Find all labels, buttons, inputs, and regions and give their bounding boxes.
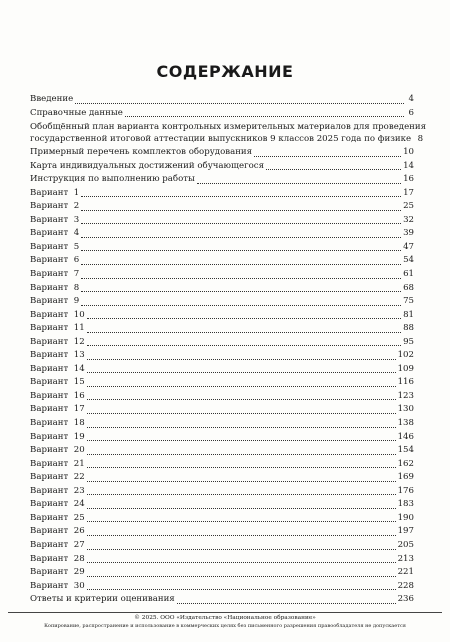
toc-entry: [30, 200, 414, 214]
toc-entry: [30, 241, 414, 255]
toc-entry-label: Вариант 15: [30, 377, 85, 388]
dot-leader: [87, 467, 396, 468]
toc-entry-label: Вариант 1: [30, 187, 80, 198]
toc-entry-page: 154: [397, 445, 414, 456]
dot-leader: [87, 454, 396, 455]
toc-entry: [30, 322, 414, 336]
toc-entry-page: 16: [403, 174, 414, 185]
toc-entry-label: Вариант 2: [30, 201, 80, 212]
toc-entry-page: 75: [403, 296, 414, 307]
table-of-contents: [30, 93, 427, 607]
toc-entry: [30, 403, 414, 417]
dot-leader: [81, 305, 401, 306]
dot-leader: [266, 169, 401, 170]
dot-leader: [87, 440, 396, 441]
dot-leader: [87, 521, 396, 522]
toc-entry-page: 213: [397, 553, 414, 564]
toc-entry-label: Вариант 12: [30, 336, 85, 347]
toc-entry-page: 116: [397, 377, 414, 388]
dot-leader: [125, 116, 404, 117]
toc-entry-label: Примерный перечень комплектов оборудования: [30, 147, 253, 158]
toc-entry-page: 4: [408, 94, 414, 104]
dot-leader: [87, 589, 396, 590]
toc-entry-page: 228: [397, 580, 414, 591]
toc-entry: [30, 566, 414, 580]
toc-entry-label: Вариант 9: [30, 296, 80, 307]
toc-entry: [30, 376, 414, 390]
toc-entry: [30, 309, 414, 323]
dot-leader: [87, 386, 396, 387]
toc-entry-label: Вариант 20: [30, 445, 85, 456]
toc-entry-label: Вариант 27: [30, 539, 85, 550]
toc-entry: [30, 363, 414, 377]
toc-entry-page: 123: [397, 390, 414, 401]
toc-entry-label: Вариант 23: [30, 485, 85, 496]
toc-entry-page: 32: [403, 214, 414, 225]
toc-entry: [30, 539, 414, 553]
dot-leader: [197, 183, 401, 184]
toc-entry-page: 25: [403, 201, 414, 212]
toc-entry-page: 102: [397, 350, 414, 361]
toc-entry-label: Вариант 11: [30, 323, 85, 334]
toc-entry-label: Вариант 18: [30, 418, 85, 429]
toc-entry-page: 47: [403, 241, 414, 252]
toc-entry: [30, 485, 414, 499]
toc-entry-page: 61: [403, 269, 414, 280]
toc-entry-page: 169: [397, 472, 414, 483]
toc-entry: [30, 471, 414, 485]
dot-leader: [87, 549, 396, 550]
toc-entry: [30, 146, 414, 160]
toc-entry: [30, 498, 414, 512]
toc-entry-page: 14: [403, 160, 414, 171]
dot-leader: [87, 508, 396, 509]
toc-entry: [30, 553, 414, 567]
toc-entry: [30, 349, 414, 363]
dot-leader: [81, 291, 401, 292]
toc-entry-page: 10: [403, 147, 414, 158]
toc-entry: [30, 390, 414, 404]
toc-entry-label-line2: государственной итоговой аттестации выпускников 9 классов 2025 года по физике: [30, 134, 412, 145]
toc-entry: [30, 93, 414, 107]
toc-entry-page: 138: [397, 418, 414, 429]
toc-entry: [30, 336, 414, 350]
dot-leader: [87, 494, 396, 495]
toc-entry-label: Вариант 7: [30, 269, 80, 280]
toc-entry: [30, 173, 414, 187]
toc-entry: [30, 458, 414, 472]
toc-entry: [30, 295, 414, 309]
dot-leader: [81, 210, 401, 211]
toc-entry-page: 176: [397, 485, 414, 496]
toc-entry-label: Вариант 8: [30, 282, 80, 293]
toc-entry-label: Вариант 24: [30, 499, 85, 510]
toc-entry-label: Вариант 30: [30, 580, 85, 591]
toc-entry-label: Вариант 14: [30, 363, 85, 374]
toc-entry-label: Вариант 16: [30, 390, 85, 401]
toc-entry-page: 95: [403, 336, 414, 347]
footer-divider: [8, 612, 442, 613]
toc-entry-page: 17: [403, 187, 414, 198]
toc-entry: [30, 580, 414, 594]
dot-leader: [75, 103, 404, 104]
dot-leader: [177, 603, 396, 604]
toc-entry-page: 130: [397, 404, 414, 415]
dot-leader: [87, 399, 396, 400]
toc-entry-page: 39: [403, 228, 414, 239]
toc-entry-label: Введение: [30, 94, 74, 104]
toc-entry-page: 197: [397, 526, 414, 537]
toc-entry-label-line1: Обобщённый план варианта контрольных измерительных материалов для проведения: [30, 122, 427, 133]
dot-leader: [87, 562, 396, 563]
toc-entry: [30, 593, 414, 607]
toc-entry-label: Вариант 28: [30, 553, 85, 564]
dot-leader: [87, 332, 401, 333]
toc-entry-label: Карта индивидуальных достижений обучающегося: [30, 160, 265, 171]
toc-entry-page: 236: [397, 594, 414, 605]
toc-entry-page: 205: [397, 539, 414, 550]
toc-entry: [30, 444, 414, 458]
toc-entry-label: Инструкция по выполнению работы: [30, 174, 195, 185]
toc-entry-page: 88: [403, 323, 414, 334]
toc-entry: [30, 214, 414, 228]
toc-entry: [30, 160, 414, 174]
toc-entry-page: 109: [397, 363, 414, 374]
dot-leader: [87, 318, 401, 319]
toc-entry-page: 162: [397, 458, 414, 469]
toc-entry: [30, 512, 414, 526]
toc-entry: [30, 227, 414, 241]
dot-leader: [87, 372, 396, 373]
footer-notice: Копирование, распространение и использование в коммерческих целях без письменного разрешения правообладателя не допускается: [44, 623, 406, 629]
toc-entry: [30, 268, 414, 282]
toc-entry-label: Вариант 22: [30, 472, 85, 483]
toc-entry: [30, 282, 414, 296]
toc-entry-page: 146: [397, 431, 414, 442]
toc-entry-page: 6: [408, 107, 414, 118]
dot-leader: [81, 264, 401, 265]
toc-entry-page: 68: [403, 282, 414, 293]
dot-leader: [87, 535, 396, 536]
toc-entry-label: Вариант 3: [30, 214, 80, 225]
toc-entry-label: Вариант 5: [30, 241, 80, 252]
dot-leader: [87, 481, 396, 482]
dot-leader: [81, 278, 401, 279]
dot-leader: [81, 237, 401, 238]
toc-entry-page: 8: [417, 134, 424, 145]
toc-entry-label: Вариант 13: [30, 350, 85, 361]
toc-entry-page: 190: [397, 512, 414, 523]
toc-entry: [30, 254, 414, 268]
dot-leader: [87, 427, 396, 428]
toc-entry-label: Вариант 19: [30, 431, 85, 442]
dot-leader: [87, 413, 396, 414]
dot-leader: [87, 345, 401, 346]
toc-entry-line2: [30, 133, 424, 145]
toc-entry: [30, 525, 414, 539]
toc-entry-label: Справочные данные: [30, 107, 123, 118]
toc-entry-label: Вариант 4: [30, 228, 80, 239]
dot-leader: [81, 223, 401, 224]
toc-entry: [30, 187, 414, 201]
dot-leader: [81, 196, 401, 197]
toc-entry: [30, 120, 427, 146]
toc-entry-label: Ответы и критерии оценивания: [30, 594, 175, 605]
dot-leader: [87, 359, 396, 360]
toc-entry: [30, 431, 414, 445]
toc-entry-label: Вариант 10: [30, 309, 85, 320]
toc-entry-page: 54: [403, 255, 414, 266]
toc-entry-page: 183: [397, 499, 414, 510]
toc-entry-label: Вариант 26: [30, 526, 85, 537]
toc-entry-page: 81: [403, 309, 414, 320]
dot-leader: [254, 156, 401, 157]
toc-entry-page: 221: [397, 567, 414, 578]
footer-copyright: © 2025. ООО «Издательство «Национальное образование»: [134, 615, 316, 621]
toc-entry: [30, 417, 414, 431]
toc-entry-label: Вариант 17: [30, 404, 85, 415]
page-title: СОДЕРЖАНИЕ: [156, 62, 294, 81]
toc-entry: [30, 107, 414, 121]
toc-entry-label: Вариант 25: [30, 512, 85, 523]
toc-entry-label: Вариант 29: [30, 567, 85, 578]
dot-leader: [87, 576, 396, 577]
dot-leader: [81, 250, 401, 251]
toc-entry-label: Вариант 6: [30, 255, 80, 266]
toc-entry-label: Вариант 21: [30, 458, 85, 469]
